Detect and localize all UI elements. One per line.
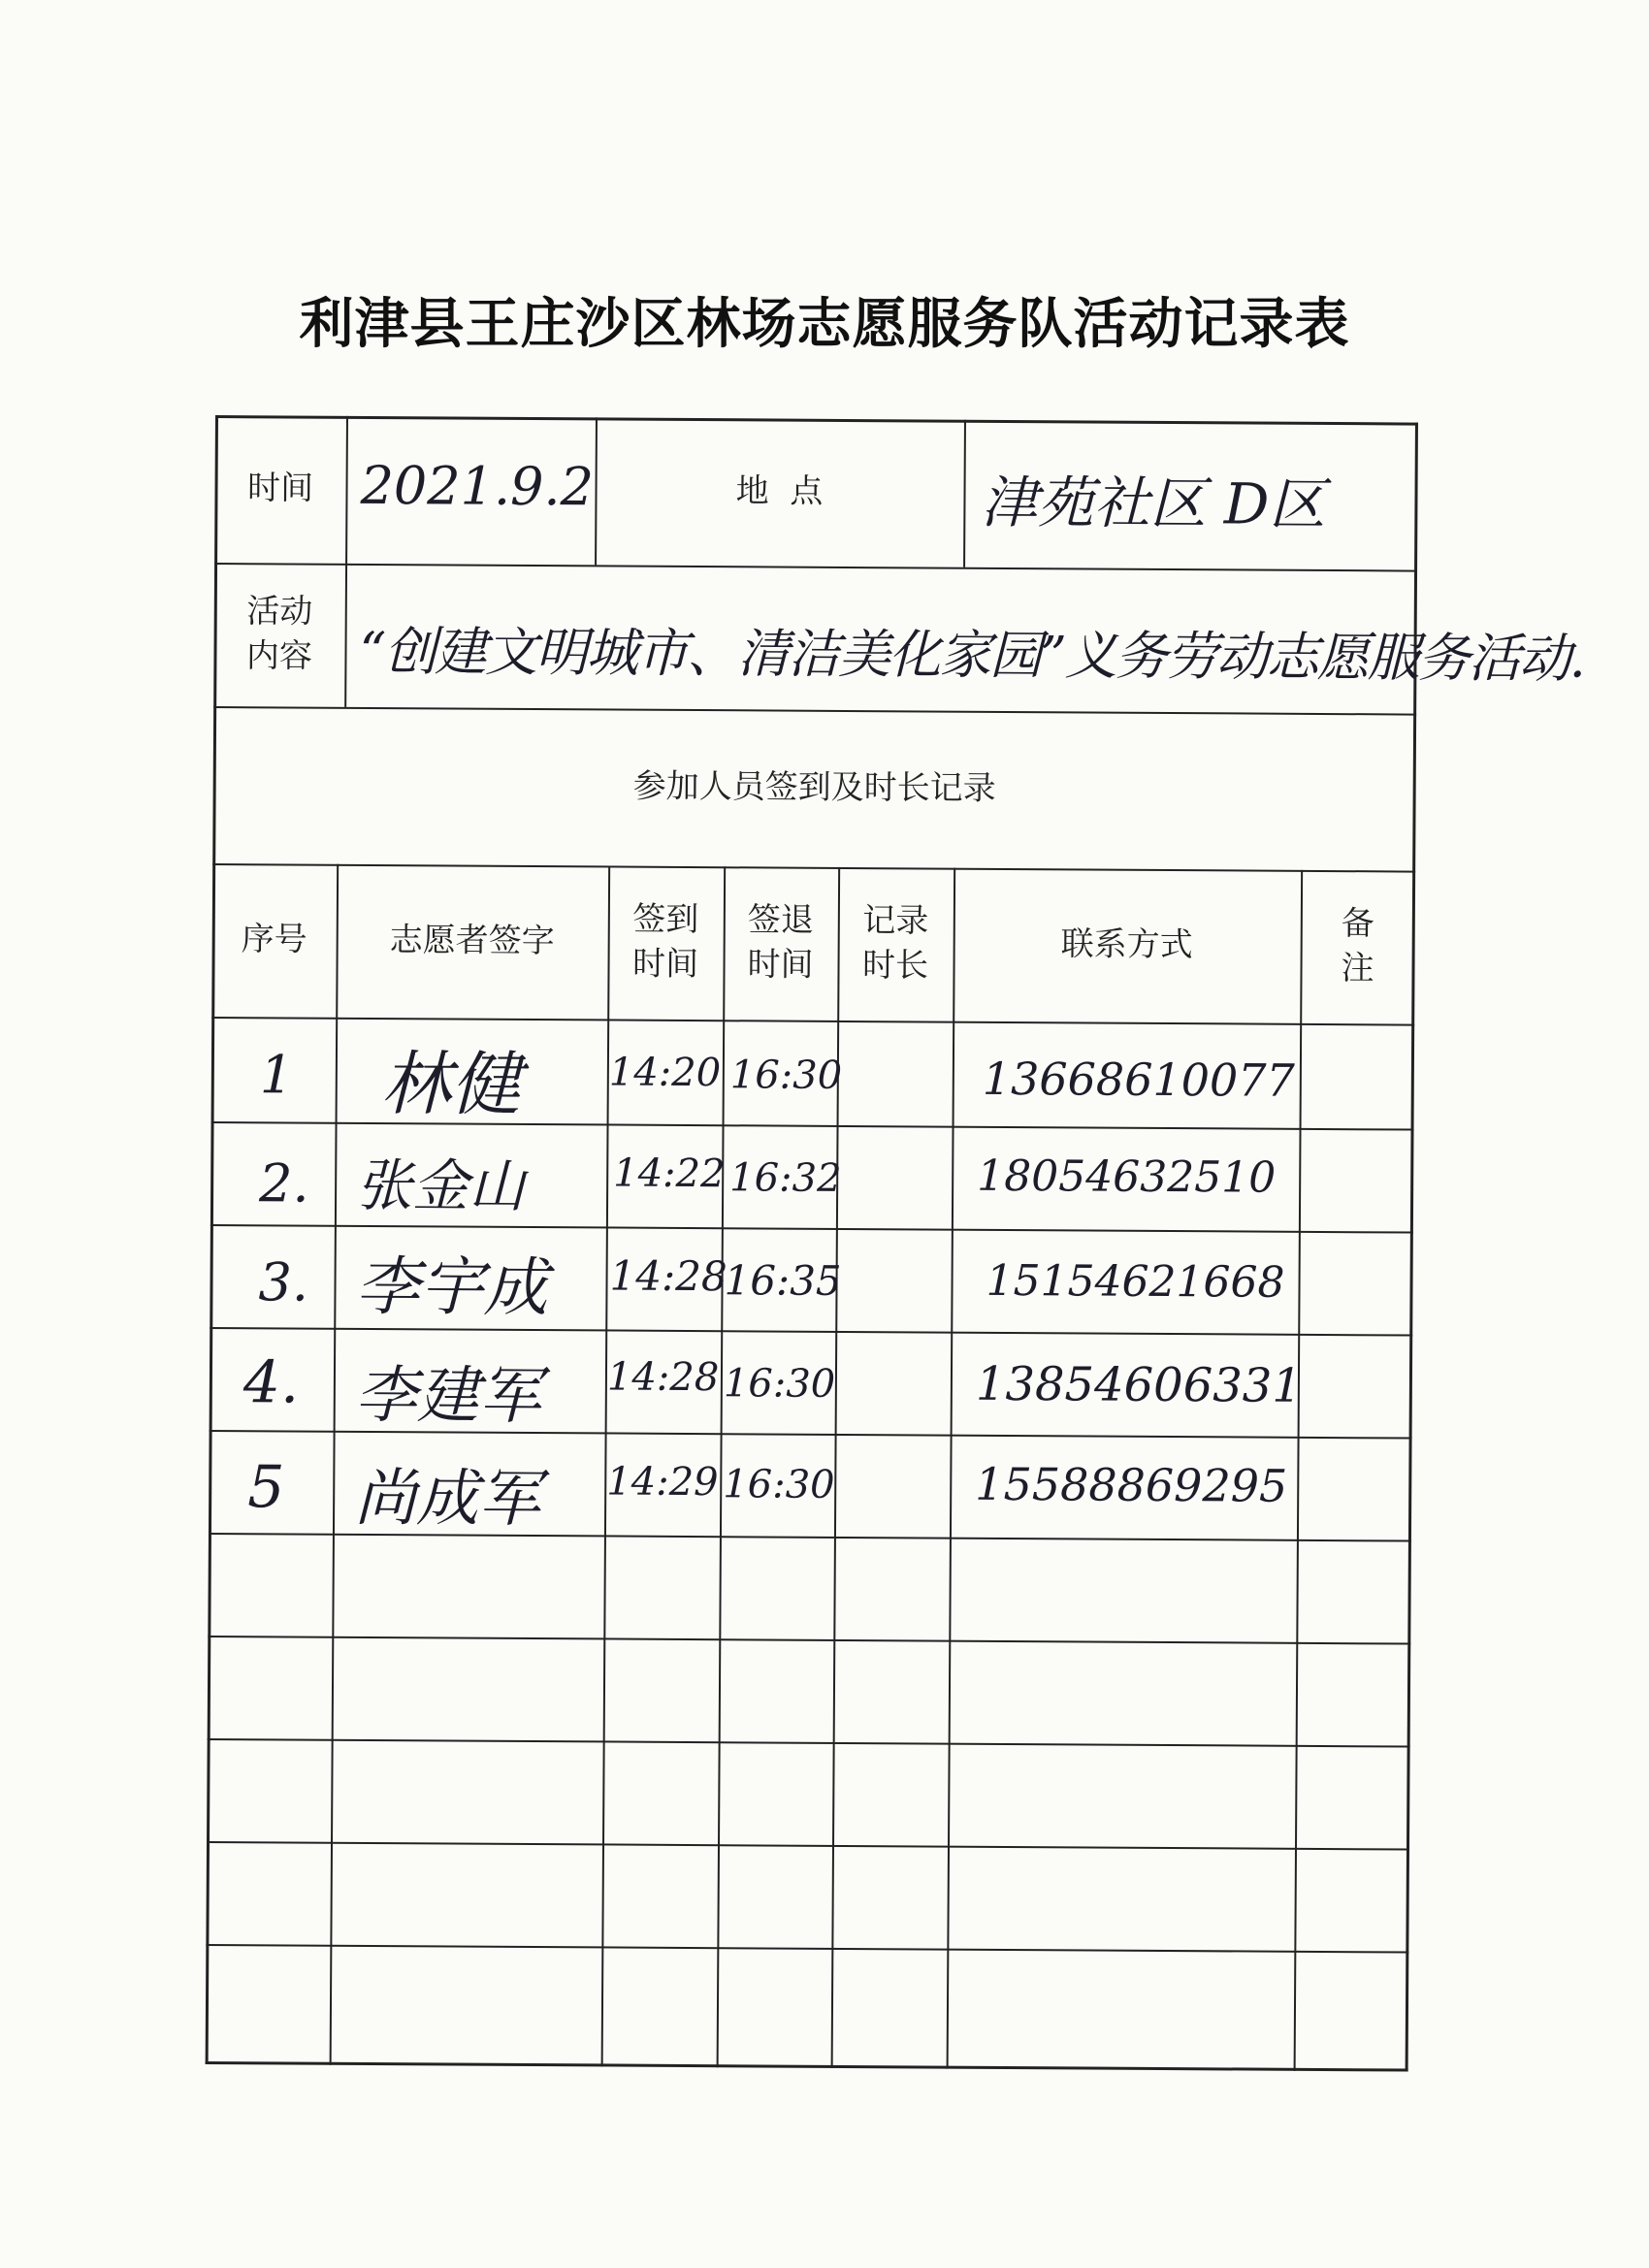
record-3-signin: 14:28 [609,1251,728,1301]
record-2-signout: 16:32 [729,1155,842,1201]
record-5-name: 尚成军 [353,1462,541,1537]
header-signature: 志愿者签字 [389,921,555,961]
col-divider-contact [1294,870,1304,2071]
record-3-contact: 15154621668 [986,1255,1285,1308]
header-signout [723,866,838,1021]
content-label-line1: 活动 [246,592,313,632]
record-3-seq: 3. [258,1251,309,1313]
record-4-signout: 16:30 [723,1361,836,1407]
record-1-signout: 16:30 [729,1053,843,1098]
content-value: “创建文明城市、清洁美化家园”义务劳动志愿服务活动. [359,620,1585,690]
record-1-signin: 14:20 [608,1050,722,1096]
content-label [213,563,345,707]
record-1-contact: 13668610077 [982,1052,1295,1107]
record-1-name: 林健 [380,1043,522,1125]
header-signin-line1: 签到 [632,899,699,940]
table-border-bottom [206,2061,1408,2072]
place-value: 津苑社区 D区 [981,469,1326,537]
section-title: 参加人员签到及时长记录 [632,766,996,808]
col-divider-seq [330,864,340,2065]
row-divider-2 [210,1224,1413,1234]
time-label: 时间 [246,469,314,508]
row-divider-3 [210,1327,1412,1337]
header-remark-line2: 注 [1341,949,1374,988]
col-divider-duration [947,868,956,2069]
record-5-signin: 14:29 [606,1459,719,1506]
form-title: 利津县王庄沙区林场志愿服务队活动记录表 [299,292,1350,356]
header-signin-line2: 时间 [631,944,699,985]
record-4-contact: 13854606331 [975,1356,1303,1413]
header-signout-line1: 签退 [747,900,814,940]
content-label-line2: 内容 [245,636,313,676]
row-divider-6 [208,1636,1410,1645]
record-3-signout: 16:35 [724,1256,842,1305]
record-4-seq: 4. [242,1348,300,1417]
record-5-contact: 15588869295 [975,1457,1288,1512]
record-4-name: 李建军 [354,1359,542,1434]
record-table [206,415,1585,2072]
record-2-contact: 18054632510 [977,1150,1277,1203]
row-divider-8 [207,1841,1409,1851]
record-1-seq: 1 [259,1044,294,1106]
header-signin [607,865,724,1020]
record-5-signout: 16:30 [723,1462,835,1507]
header-remark-line1: 备 [1341,904,1374,944]
header-contact: 联系方式 [1060,924,1193,965]
record-3-name: 李宇成 [355,1248,548,1326]
record-2-seq: 2. [258,1152,309,1215]
header-signout-line2: 时间 [747,945,814,985]
record-2-name: 张金山 [355,1151,526,1219]
row-divider-7 [208,1738,1410,1748]
record-4-signin: 14:28 [606,1354,720,1401]
row-divider-9 [206,1944,1408,1954]
header-duration-line2: 时长 [861,946,929,986]
header-duration [837,867,954,1021]
place-label: 地 点 [735,471,824,511]
record-5-seq: 5 [247,1453,285,1522]
time-value: 2021.9.2 [360,454,595,518]
header-remark [1300,870,1415,1024]
header-seq: 序号 [241,920,307,959]
header-duration-line1: 记录 [862,901,929,941]
record-2-signin: 14:22 [613,1150,726,1197]
